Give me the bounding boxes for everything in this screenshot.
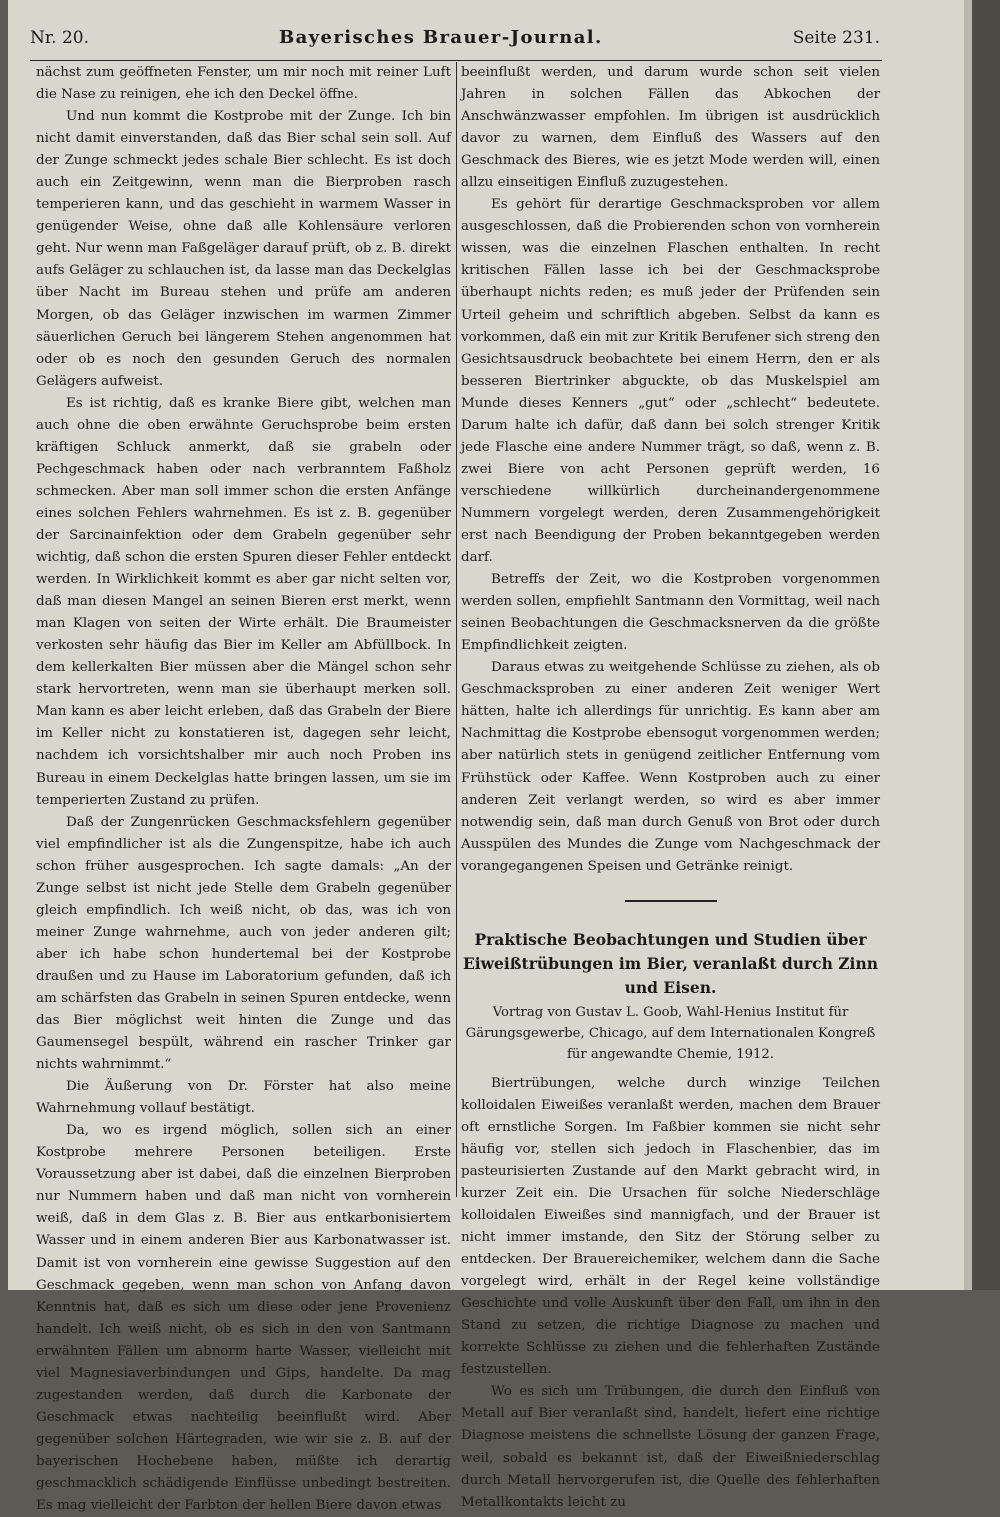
page-number: Seite 231.	[792, 28, 880, 48]
paragraph: nächst zum geöffneten Fenster, um mir noch mit reiner Luft die Nase zu reinigen, ehe ich den Deckel öffne.	[36, 65, 451, 103]
paragraph: Es ist richtig, daß es kranke Biere gibt, welchen man auch ohne die oben erwähnte Geruchsprobe beim ersten kräftigen Schluck anmerkt, daß sie grabeln oder Pechgeschmack haben oder nach verbranntem Faßholz schmecken. Aber man soll immer schon die ersten Anfänge eines solchen Fehlers wahrnehmen. Es ist z. B. gegenüber der Sarcinainfektion oder dem Grabeln gegenüber sehr wichtig, daß schon die ersten Spuren dieser Fehler entdeckt werden. In Wirklichkeit kommt es aber gar nicht selten vor, daß man diesen Mangel an seinen Bieren erst merkt, wenn man Klagen von seiten der Wirte erhält. Die Braumeister verkosten sehr häufig das Bier im Keller am Abfüllbock. In dem kellerkalten Bier müssen aber die Mängel schon sehr stark hervortreten, wenn man sie überhaupt merken soll. Man kann es aber leicht erleben, daß das Grabeln der Biere im Keller nicht zu konstatieren ist, dagegen sehr leicht, nachdem ich vorsichtshalber mir auch noch Proben ins Bureau in einem Deckelglas hatte bringen lassen, um sie im temperierten Zustand zu prüfen.	[36, 395, 451, 808]
article-subtitle: Vortrag von Gustav L. Goob, Wahl-Henius Institut für Gärungsgewerbe, Chicago, auf dem Internationalen Kongreß für angewandte Chemie, 1912.	[465, 1004, 876, 1062]
paragraph: Biertrübungen, welche durch winzige Teilchen kolloidalen Eiweißes veranlaßt werden, machen dem Brauer oft ernstliche Sorgen. Im Faßbier kommen sie nicht sehr häufig vor, stellen sich jedoch in Flaschenbier, das im pasteurisierten Zustande auf den Markt gebracht wird, in kurzer Zeit ein. Die Ursachen für solche Niederschläge kolloidalen Eiweißes sind mannigfach, und der Brauer ist nicht immer imstande, den Sitz der Störung selber zu entdecken. Der Brauereichemiker, welchem dann die Sache vorgelegt wird, erhält in der Regel keine vollständige Geschichte und volle Auskunft über den Fall, um ihn in den Stand zu setzen, die richtige Diagnose zu machen und korrekte Schlüsse zu ziehen und die fehlerhaften Zustände festzustellen.	[461, 1075, 880, 1378]
paragraph: Daraus etwas zu weitgehende Schlüsse zu ziehen, als ob Geschmacksproben zu einer anderen Zeit weniger Wert hätten, halte ich allerdings für unrichtig. Es kann aber am Nachmittag die Kostprobe ebensogut vorgenommen werden; aber natürlich stets in genügend zeitlicher Entfernung vom Frühstück oder Kaffee. Wenn Kostproben auch zu einer anderen Zeit verlangt werden, so wird es aber immer notwendig sein, daß man durch Genuß von Brot oder durch Ausspülen des Mundes die Zunge vom Nachgeschmack der vorangegangenen Speisen und Getränke reinigt.	[461, 660, 880, 874]
newspaper-page	[8, 0, 972, 1514]
right-column	[461, 62, 880, 1514]
paragraph: beeinflußt werden, und darum wurde schon seit vielen Jahren in solchen Fällen das Abkochen der Anschwänzwasser empfohlen. Im übrigen ist ausdrücklich davor zu warnen, dem Einfluß des Wassers auf den Geschmack des Bieres, wie es jetzt Mode werden will, einen allzu einseitigen Einfluß zuzugestehen.	[461, 65, 880, 191]
article-title: Praktische Beobachtungen und Studien über Eiweißtrübungen im Bier, veranlaßt durch Zinn und Eisen.	[462, 929, 878, 997]
scan-background	[972, 0, 1000, 1290]
paragraph: Betreffs der Zeit, wo die Kostproben vorgenommen werden sollen, empfiehlt Santmann den Vormittag, weil nach seinen Beobachtungen die Geschmacksnerven da die größte Empfindlichkeit zeigten.	[461, 572, 880, 654]
paragraph: Und nun kommt die Kostprobe mit der Zunge. Ich bin nicht damit einverstanden, daß das Bier schal sein soll. Auf der Zunge schmeckt jedes schale Bier schlecht. Es ist doch auch ein Zeitgewinn, wenn man die Bierproben rasch temperieren kann, und das geschieht in warmem Wasser in genügender Weise, ohne daß alle Kohlensäure verloren geht. Nur wenn man Faßgeläger darauf prüft, ob z. B. direkt aufs Geläger zu schlauchen ist, da lasse man das Deckelglas über Nacht im Bureau stehen und prüfe am anderen Morgen, ob das Geläger inzwischen im warmen Zimmer säuerlichen Geruch bei längerem Stehen angenommen hat oder ob es noch den gesunden Geruch des normalen Gelägers aufweist.	[36, 109, 451, 389]
journal-title: Bayerisches Brauer-Journal.	[278, 27, 603, 48]
page-header	[30, 27, 880, 55]
paragraph: Wo es sich um Trübungen, die durch den Einfluß von Metall auf Bier veranlaßt sind, handelt, liefert eine richtige Diagnose meistens die schnellste Lösung der ganzen Frage, weil, sobald es bekannt ist, daß der Eiweißniederschlag durch Metall hervorgerufen ist, die Quelle des fehlerhaften Metallkontakts leicht zu	[461, 1384, 880, 1510]
column-divider	[456, 62, 457, 1197]
paragraph: Es gehört für derartige Geschmacksproben vor allem ausgeschlossen, daß die Probierenden schon von vornherein wissen, was die einzelnen Flaschen enthalten. In recht kritischen Fällen lasse ich bei der Geschmacksprobe überhaupt nichts reden; es muß jeder der Prüfenden sein Urteil geheim und schriftlich abgeben. Selbst da kann es vorkommen, daß ein mit zur Kritik Berufener sich streng den Gesichtsausdruck beobachtete bei einem Herrn, den er als besseren Biertrinker abguckte, ob das Muskelspiel am Munde dieses Kenners „gut“ oder „schlecht“ bedeutete. Darum halte ich dafür, daß dann bei solch strenger Kritik jede Flasche eine andere Nummer trägt, so daß, wenn z. B. zwei Biere von acht Personen geprüft werden, 16 verschiedene willkürlich durcheinandergenommene Nummern vorgelegt werden, deren Zusammengehörigkeit erst nach Beendigung der Proben bekanntgegeben werden darf.	[461, 197, 880, 566]
header-rule	[30, 60, 882, 61]
article-separator	[625, 900, 717, 902]
paragraph: Die Äußerung von Dr. Förster hat also meine Wahrnehmung vollauf bestätigt.	[36, 1079, 451, 1117]
paragraph: Da, wo es irgend möglich, sollen sich an einer Kostprobe mehrere Personen beteiligen. Erste Voraussetzung aber ist dabei, daß die einzelnen Bierproben nur Nummern haben und daß man nicht von vornherein weiß, daß in dem Glas z. B. Bier aus entkarbonisiertem Wasser und in einem anderen Bier aus Karbonatwasser ist. Damit ist von vornherein eine gewisse Suggestion auf den Geschmack gegeben, wenn man schon von Anfang davon Kenntnis hat, daß es sich um diese oder jene Provenienz handelt. Ich weiß nicht, ob es sich in den von Santmann erwähnten Fällen um abnorm harte Wasser, vielleicht mit viel Magnesiaverbindungen und Gips, handelte. Da mag zugestanden werden, daß durch die Karbonate der Geschmack etwas nachteilig beeinflußt wird. Aber gegenüber solchen Härtegraden, wie wir sie z. B. auf der bayerischen Hochebene haben, müßte ich derartig geschmacklich schädigende Einflüsse unbedingt bestreiten. Es mag vielleicht der Farbton der hellen Biere davon etwas	[36, 1123, 451, 1514]
paragraph: Daß der Zungenrücken Geschmacksfehlern gegenüber viel empfindlicher ist als die Zungenspitze, habe ich auch schon früher ausgesprochen. Ich sagte damals: „An der Zunge selbst ist nicht jede Stelle dem Grabeln gegenüber gleich empfindlich. Ich weiß nicht, ob das, was ich von meiner Zunge wahrnehme, auch von jeder anderen gilt; aber ich habe schon hundertemal bei der Kostprobe draußen und zu Hause im Laboratorium gefunden, daß ich am schärfsten das Grabeln in seinen Spuren entdecke, wenn das Bier möglichst weit hinten die Zunge und das Gaumensegel bespült, während ein rascher Trinker gar nichts wahrnimmt.“	[36, 814, 451, 1073]
issue-number: Nr. 20.	[30, 28, 89, 48]
left-column	[36, 62, 451, 1517]
